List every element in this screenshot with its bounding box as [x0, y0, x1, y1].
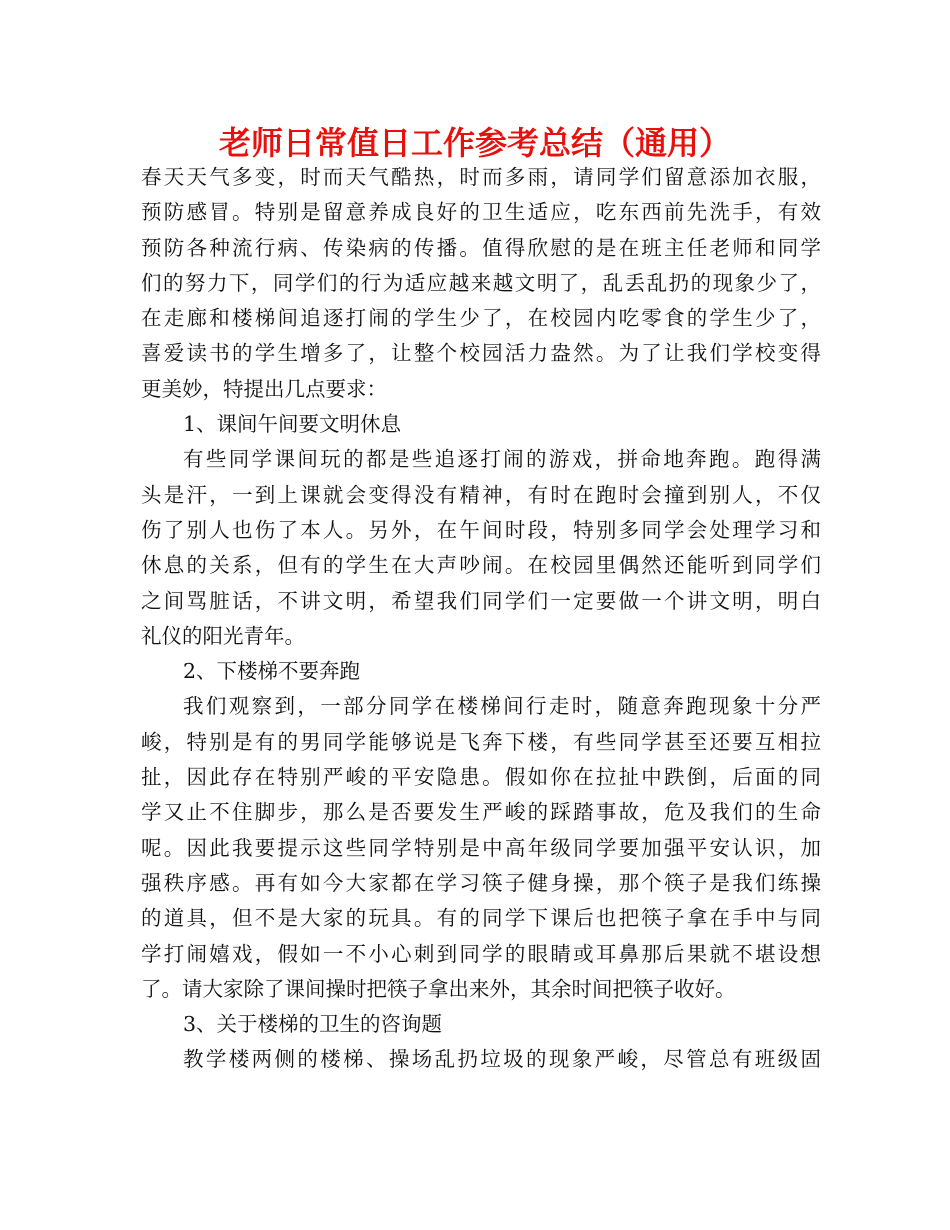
body-line: 在走廊和楼梯间追逐打闹的学生少了，在校园内吃零食的学生少了， — [141, 306, 821, 331]
section-heading: 1、课间午间要文明休息 — [183, 412, 402, 437]
section-heading: 2、下楼梯不要奔跑 — [183, 659, 361, 684]
body-line: 春天天气多变，时而天气酷热，时而多雨，请同学们留意添加衣服， — [141, 165, 821, 189]
body-line: 头是汗，一到上课就会变得没有精神，有时在跑时会撞到别人，不仅 — [141, 482, 821, 507]
body-line: 之间骂脏话，不讲文明，希望我们同学们一定要做一个讲文明，明白 — [141, 588, 821, 613]
body-line: 峻，特别是有的男同学能够说是飞奔下楼，有些同学甚至还要互相拉 — [141, 729, 821, 754]
body-line: 教学楼两侧的楼梯、操场乱扔垃圾的现象严峻，尽管总有班级固 — [183, 1047, 821, 1072]
body-line: 学打闹嬉戏，假如一不小心刺到同学的眼睛或耳鼻那后果就不堪设想 — [141, 941, 821, 966]
body-line: 预防感冒。特别是留意养成良好的卫生适应，吃东西前先洗手，有效 — [141, 200, 821, 225]
body-line: 学又止不住脚步，那么是否要发生严峻的踩踏事故，危及我们的生命 — [141, 800, 821, 825]
section-heading: 3、关于楼梯的卫生的咨询题 — [183, 1012, 443, 1037]
body-line: 们的努力下，同学们的行为适应越来越文明了，乱丢乱扔的现象少了， — [141, 270, 821, 295]
body-line: 礼仪的阳光青年。 — [141, 623, 305, 648]
body-line: 有些同学课间玩的都是些追逐打闹的游戏，拼命地奔跑。跑得满 — [183, 447, 821, 472]
body-line: 的道具，但不是大家的玩具。有的同学下课后也把筷子拿在手中与同 — [141, 906, 821, 931]
document-title: 老师日常值日工作参考总结（通用） — [218, 124, 731, 162]
body-line: 休息的关系，但有的学生在大声吵闹。在校园里偶然还能听到同学们 — [141, 553, 821, 578]
body-line: 预防各种流行病、传染病的传播。值得欣慰的是在班主任老师和同学 — [141, 235, 821, 260]
body-line: 我们观察到，一部分同学在楼梯间行走时，随意奔跑现象十分严 — [183, 694, 821, 719]
body-line: 扯，因此存在特别严峻的平安隐患。假如你在拉扯中跌倒，后面的同 — [141, 765, 821, 790]
document-body — [141, 160, 821, 1078]
body-line: 强秩序感。再有如今大家都在学习筷子健身操，那个筷子是我们练操 — [141, 870, 821, 895]
body-line: 伤了别人也伤了本人。另外，在午间时段，特别多同学会处理学习和 — [141, 517, 821, 542]
body-line: 了。请大家除了课间操时把筷子拿出来外，其余时间把筷子收好。 — [141, 976, 736, 1001]
body-line: 更美妙，特提出几点要求： — [141, 376, 387, 401]
body-line: 呢。因此我要提示这些同学特别是中高年级同学要加强平安认识，加 — [141, 835, 821, 860]
body-line: 喜爱读书的学生增多了，让整个校园活力盎然。为了让我们学校变得 — [141, 341, 821, 366]
